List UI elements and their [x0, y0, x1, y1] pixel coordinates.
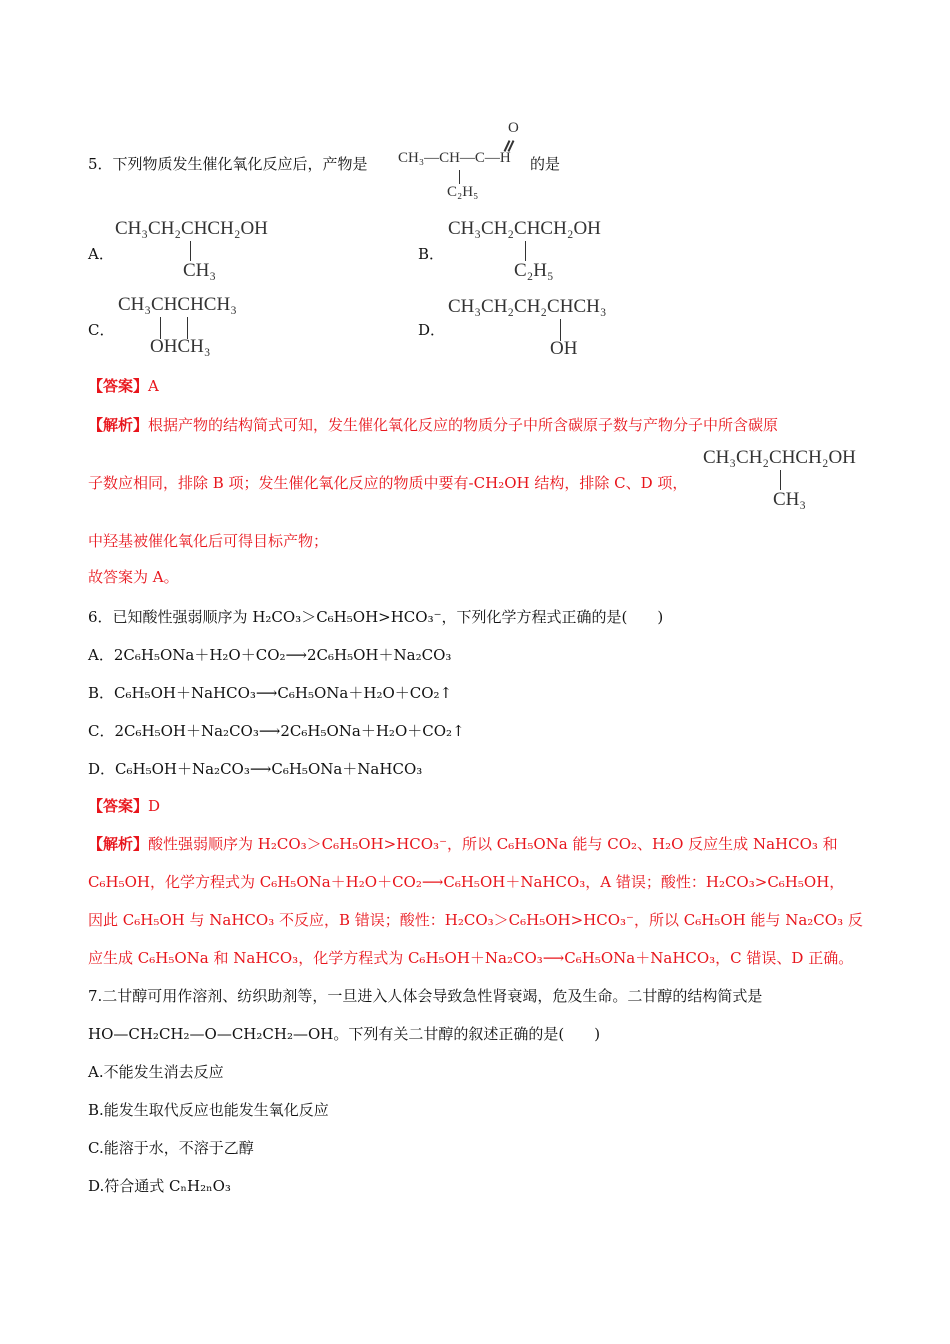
product-oxygen: O: [508, 120, 519, 136]
q5-answer: [88, 376, 159, 396]
q5-option-a: A．: [88, 245, 114, 263]
q7-option-a: A.不能发生消去反应: [88, 1063, 224, 1081]
q7-option-d: D.符合通式 CₙH₂ₙO₃: [88, 1177, 231, 1195]
q5-option-c: C．: [88, 321, 115, 339]
q6-analysis-4: 应生成 C₆H₅ONa 和 NaHCO₃，化学方程式为 C₆H₅OH＋Na₂CO₃⟶C₆H₅ONa＋NaHCO₃，C 错误、D 正确。: [88, 949, 854, 967]
q6-analysis-1: [88, 834, 838, 854]
option-c-branch: OHCH₃: [150, 336, 211, 357]
option-c-main: CH₃CHCHCH₃: [118, 294, 237, 315]
q6-analysis-2: C₆H₅OH，化学方程式为 C₆H₅ONa＋H₂O＋CO₂⟶C₆H₅OH＋NaHCO₃，A 错误；酸性：H₂CO₃>C₆H₅OH，: [88, 873, 845, 891]
answer-tag: 【答案】: [88, 377, 149, 395]
option-a-branch: CH₃: [183, 260, 217, 281]
q6-option-a: A．2C₆H₅ONa＋H₂O＋CO₂⟶2C₆H₅OH＋Na₂CO₃: [88, 646, 452, 664]
option-b-main: CH₃CH₂CHCH₂OH: [448, 218, 601, 239]
q5-analysis-1: [88, 415, 778, 435]
answer-tag: 【答案】: [88, 797, 149, 815]
q6-analysis-3: 因此 C₆H₅OH 与 NaHCO₃ 不反应，B 错误；酸性：H₂CO₃＞C₆H₅OH>HCO₃⁻，所以 C₆H₅OH 能与 Na₂CO₃ 反: [88, 911, 863, 929]
analysis-tag: 【解析】: [88, 835, 149, 853]
q5-stem-post: 的是: [530, 155, 561, 173]
q5-analysis-4: 故答案为 A。: [88, 568, 179, 586]
analysis-text: 酸性强弱顺序为 H₂CO₃＞C₆H₅OH>HCO₃⁻，所以 C₆H₅ONa 能与 CO₂、H₂O 反应生成 NaHCO₃ 和: [148, 835, 838, 853]
option-d-branch: OH: [550, 338, 578, 359]
analysis-structure-branch: CH₃: [773, 489, 807, 510]
q7-stem-1: 7.二甘醇可用作溶剂、纺织助剂等，一旦进入人体会导致急性肾衰竭，危及生命。二甘醇的结构简式是: [88, 987, 763, 1005]
product-branch: C₂H₅: [447, 184, 479, 200]
q5-stem-pre: 5．下列物质发生催化氧化反应后，产物是: [88, 155, 368, 173]
q6-answer: [88, 796, 160, 816]
answer-value: D: [148, 797, 161, 815]
q6-option-b: B．C₆H₅OH＋NaHCO₃⟶C₆H₅ONa＋H₂O＋CO₂↑: [88, 684, 453, 702]
answer-value: A: [148, 377, 159, 395]
q5-option-b: B．: [418, 245, 445, 263]
analysis-tag: 【解析】: [88, 416, 149, 434]
q7-option-c: C.能溶于水，不溶于乙醇: [88, 1139, 254, 1157]
product-main-chain: CH₃—CH—C—H: [398, 150, 511, 166]
q6-option-c: C．2C₆H₅OH＋Na₂CO₃⟶2C₆H₅ONa＋H₂O＋CO₂↑: [88, 722, 465, 740]
q5-analysis-3: 中羟基被催化氧化后可得目标产物；: [88, 532, 329, 550]
q7-option-b: B.能发生取代反应也能发生氧化反应: [88, 1101, 329, 1119]
option-a-main: CH₃CH₂CHCH₂OH: [115, 218, 268, 239]
option-d-main: CH₃CH₂CH₂CHCH₃: [448, 296, 607, 317]
analysis-structure-main: CH₃CH₂CHCH₂OH: [703, 447, 856, 468]
q6-option-d: D．C₆H₅OH＋Na₂CO₃⟶C₆H₅ONa＋NaHCO₃: [88, 760, 423, 778]
analysis-text: 根据产物的结构简式可知，发生催化氧化反应的物质分子中所含碳原子数与产物分子中所含碳原: [148, 416, 779, 434]
q5-option-d: D．: [418, 321, 446, 339]
option-b-branch: C₂H₅: [514, 260, 554, 281]
q5-analysis-2: 子数应相同，排除 B 项；发生催化氧化反应的物质中要有-CH₂OH 结构，排除 C、D 项，: [88, 474, 688, 492]
q6-stem: 6．已知酸性强弱顺序为 H₂CO₃＞C₆H₅OH>HCO₃⁻，下列化学方程式正确的是( ): [88, 608, 664, 626]
q7-stem-2: HO—CH₂CH₂—O—CH₂CH₂—OH。下列有关二甘醇的叙述正确的是( ): [88, 1025, 601, 1043]
